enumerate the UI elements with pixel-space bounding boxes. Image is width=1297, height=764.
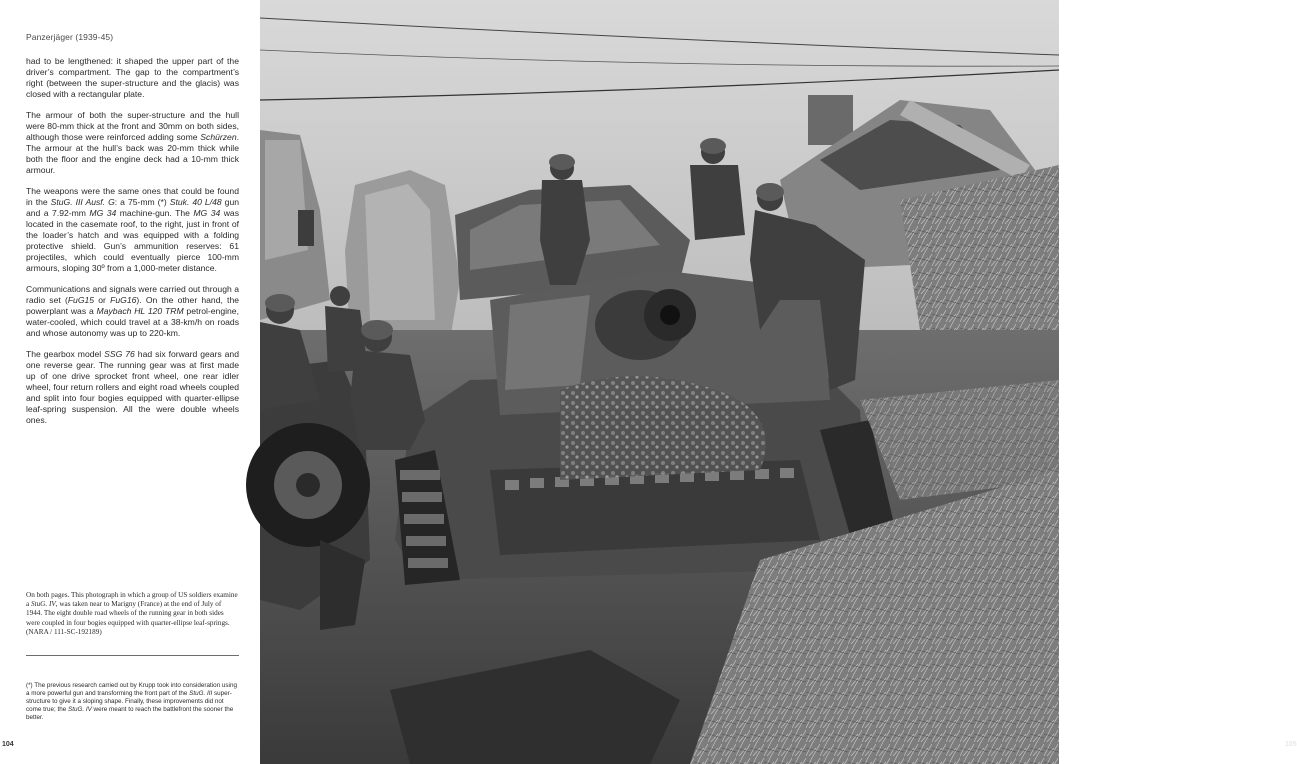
italic-term: StuG. III bbox=[189, 690, 213, 698]
photograph-soldiers-and-tank bbox=[260, 0, 1297, 764]
body-paragraph: The weapons were the same ones that could be found in the StuG. III Ausf. G: a 75-mm (*) Stuk. 40 L/48 gun and a 7.92-mm MG 34 machine-gun. The MG 34 was located in the casemate roof, to the right, just in front of the loader’s hatch and was equipped with a folding protective shield. Gun’s ammunition reserves: 61 projectiles, which could eventually pierce 100-mm armours, sloping 30º from a 1,000-meter distance. bbox=[26, 186, 240, 273]
italic-term: StuG. IV bbox=[31, 600, 56, 609]
italic-term: FuG15 bbox=[67, 295, 95, 305]
italic-term: StuG. IV bbox=[68, 706, 92, 714]
body-paragraph: had to be lengthened: it shaped the upper part of the driver’s compartment. The gap to the compartment’s right (between the super-structure and the glacis) was closed with a rectangular plate. bbox=[26, 56, 239, 99]
running-head: Panzerjäger (1939-45) bbox=[26, 32, 114, 42]
italic-term: Schürzen bbox=[200, 132, 237, 142]
italic-term: FuG16 bbox=[110, 295, 137, 305]
body-paragraph: Communications and signals were carried out through a radio set (FuG15 or FuG16). On the other hand, the powerplant was a Maybach HL 120 TRM petrol-engine, water-cooled, which could travel at a 38-km/h on roads and whose autonomy was up to 220-km. bbox=[26, 284, 240, 338]
italic-term: SSG 76 bbox=[104, 349, 135, 359]
page-number-left: 104 bbox=[2, 741, 14, 748]
left-page bbox=[0, 0, 260, 764]
photo-caption: On both pages. This photograph in which a group of US soldiers examine a StuG. IV, was taken near to Marigny (France) at the end of July of 1944. The eight double road wheels of the running gear in both sides were coupled in four bogies equipped with quarter-ellipse leaf-springs. (NARA / 111-SC-192189) bbox=[26, 591, 238, 636]
italic-term: MG 34 bbox=[89, 208, 117, 218]
page-number-right: 105 bbox=[1285, 741, 1297, 748]
italic-term: MG 34 bbox=[193, 208, 221, 218]
photo-illustration bbox=[260, 0, 1059, 764]
footnote-divider bbox=[26, 655, 239, 656]
italic-term: Maybach HL 120 TRM bbox=[96, 306, 184, 316]
italic-term: StuG. III Ausf. G bbox=[50, 197, 115, 207]
body-paragraph: The gearbox model SSG 76 had six forward gears and one reverse gear. The running gear was at first made up of one drive sprocket front wheel, one rear idler wheel, four return rollers and eight road wheels coupled and split into four bogies equipped with quarter-ellipse leaf-spring suspension. All the were double wheels ones. bbox=[26, 349, 239, 425]
footnote: (*) The previous research carried out by Krupp took into consideration using a more powerful gun and transforming the front part of the StuG. III super-structure to give it a sloping shape. Finally, these improvements did not come true; the StuG. IV were meant to reach the battlefront the sooner the better. bbox=[26, 682, 237, 722]
body-paragraph: The armour of both the super-structure and the hull were 80-mm thick at the front and 30mm on both sides, although those were reinforced adding some Schürzen. The armour at the hull’s back was 20-mm thick while both the floor and the engine deck had a 10-mm thick armour. bbox=[26, 110, 239, 175]
italic-term: Stuk. 40 L/48 bbox=[169, 197, 222, 207]
body-text bbox=[26, 56, 239, 436]
